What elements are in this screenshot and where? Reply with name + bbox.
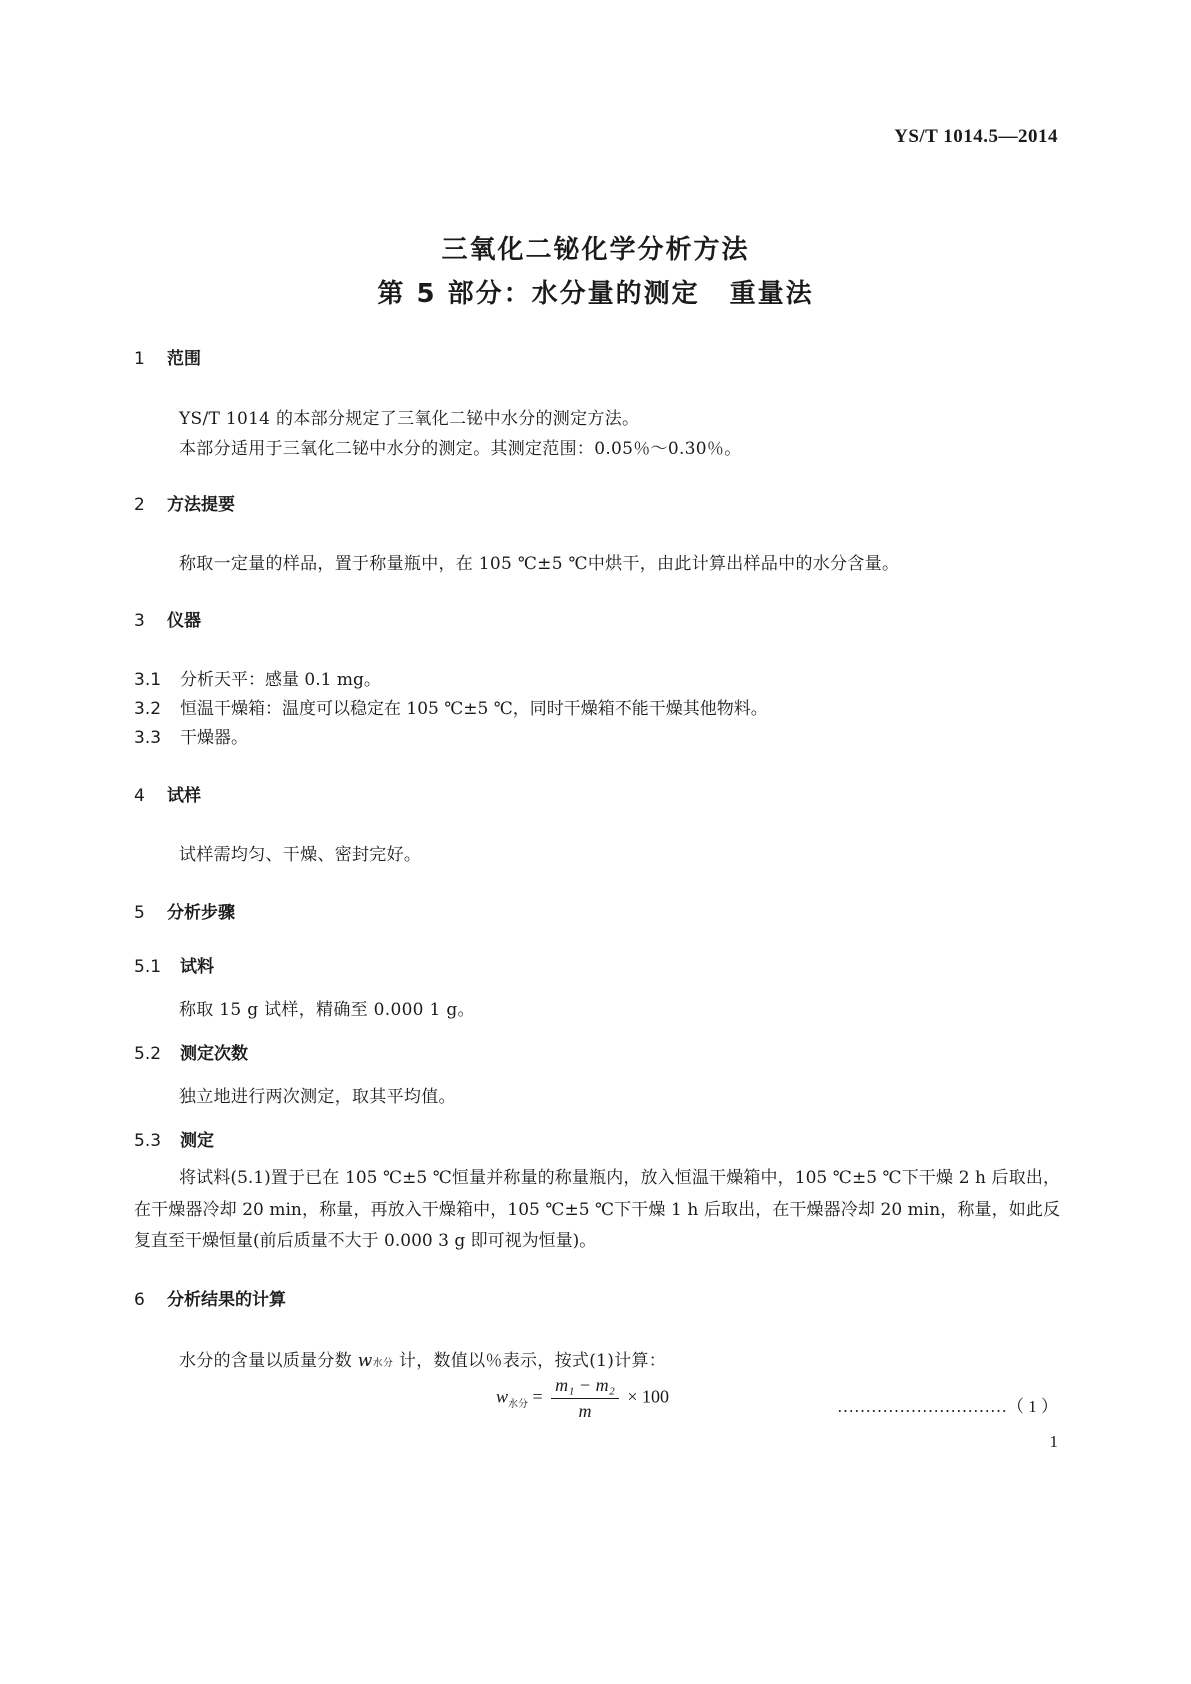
formula-multiplier: × 100	[622, 1386, 669, 1407]
subsection-5-2-heading	[134, 1039, 248, 1064]
list-item	[134, 723, 248, 748]
formula-lhs-subscript: 水分	[508, 1399, 529, 1411]
section-5-heading	[134, 898, 235, 923]
item-text: 干燥器。	[180, 728, 248, 748]
list-item	[134, 665, 381, 690]
section-number: 5	[134, 903, 145, 923]
subtitle-method: 重量法	[729, 279, 814, 309]
item-number: 3.2	[134, 699, 162, 719]
section-1-paragraph-1: YS/T 1014 的本部分规定了三氧化二铋中水分的测定方法。	[179, 409, 640, 429]
intro-text-tail: 计，数值以％表示，按式(1)计算：	[393, 1351, 667, 1371]
intro-text: 水分的含量以质量分数	[179, 1351, 358, 1371]
subsection-number: 5.1	[134, 957, 162, 977]
subsection-title: 测定	[180, 1131, 214, 1151]
subtitle-part: 第 5 部分：水分量的测定	[377, 279, 700, 309]
item-number: 3.3	[134, 728, 162, 748]
section-title: 范围	[167, 349, 201, 369]
section-4-paragraph: 试样需均匀、干燥、密封完好。	[179, 845, 422, 865]
section-1-heading	[134, 344, 201, 369]
section-number: 6	[134, 1290, 145, 1310]
formula	[496, 1375, 669, 1422]
section-title: 分析步骤	[167, 903, 235, 923]
section-4-heading	[134, 781, 201, 806]
subsection-title: 试料	[180, 957, 214, 977]
subsection-5-3-heading	[134, 1126, 214, 1151]
formula-equals: =	[528, 1386, 548, 1407]
subsection-5-2-text: 独立地进行两次测定，取其平均值。	[179, 1087, 456, 1107]
formula-fraction	[551, 1375, 619, 1422]
item-text: 恒温干燥箱：温度可以稳定在 105 ℃±5 ℃，同时干燥箱不能干燥其他物料。	[180, 699, 768, 719]
section-2-heading	[134, 490, 235, 515]
section-title: 方法提要	[167, 495, 235, 515]
section-title: 试样	[167, 786, 201, 806]
variable-symbol: w	[357, 1351, 373, 1371]
subsection-5-1-text: 称取 15 g 试样，精确至 0.000 1 g。	[179, 1000, 475, 1020]
section-6-heading	[134, 1285, 286, 1310]
section-number: 2	[134, 495, 145, 515]
section-number: 4	[134, 786, 145, 806]
subsection-number: 5.2	[134, 1044, 162, 1064]
document-subtitle	[0, 273, 1191, 310]
subsection-5-1-heading	[134, 952, 214, 977]
formula-lhs-variable: w	[496, 1386, 509, 1407]
standard-code: YS/T 1014.5—2014	[894, 126, 1058, 147]
subsection-5-3-text: 将试料(5.1)置于已在 105 ℃±5 ℃恒量并称量的称量瓶内，放入恒温干燥箱中，105 ℃±5 ℃下干燥 2 h 后取出，在干燥器冷却 20 min，称量，再放入干燥箱中，105 ℃±5 ℃下干燥 1 h 后取出，在干燥器冷却 20 min，称量，如此反复直至干燥恒量(前后质量不大于 0.000 3 g 即可视为恒量)。	[134, 1168, 1060, 1251]
subsection-title: 测定次数	[180, 1044, 248, 1064]
section-3-heading	[134, 606, 201, 631]
section-title: 仪器	[167, 611, 201, 631]
section-2-paragraph: 称取一定量的样品，置于称量瓶中，在 105 ℃±5 ℃中烘干，由此计算出样品中的水分含量。	[179, 554, 900, 574]
item-number: 3.1	[134, 670, 162, 690]
page-number: 1	[1049, 1432, 1058, 1451]
section-6-intro	[179, 1346, 666, 1371]
equation-number: …………………………（ 1 ）	[837, 1397, 1058, 1416]
document-title: 三氧化二铋化学分析方法	[441, 235, 750, 265]
formula-numerator: m₁ − m₂	[551, 1375, 619, 1399]
list-item	[134, 694, 768, 719]
subsection-number: 5.3	[134, 1131, 162, 1151]
item-text: 分析天平：感量 0.1 mg。	[180, 670, 381, 690]
formula-denominator: m	[578, 1401, 592, 1421]
section-number: 1	[134, 349, 145, 369]
section-number: 3	[134, 611, 145, 631]
section-1-paragraph-2: 本部分适用于三氧化二铋中水分的测定。其测定范围：0.05％～0.30％。	[179, 439, 742, 459]
section-title: 分析结果的计算	[167, 1290, 286, 1310]
variable-subscript: 水分	[372, 1358, 394, 1369]
